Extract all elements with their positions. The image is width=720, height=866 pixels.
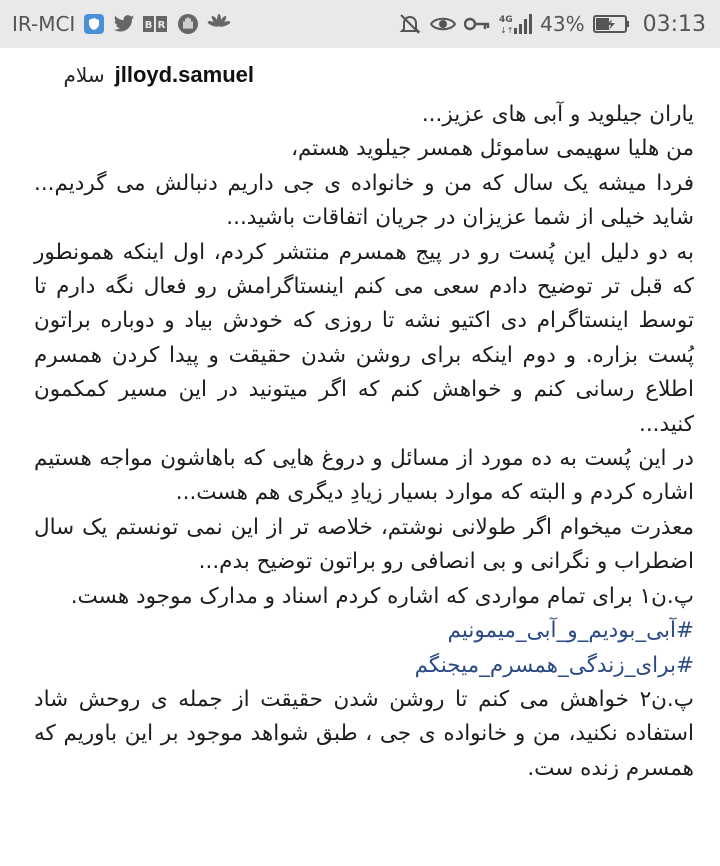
post-caption bbox=[0, 58, 720, 786]
status-bar bbox=[0, 0, 720, 48]
network-type: 4G bbox=[499, 15, 513, 25]
svg-text:↓↑: ↓↑ bbox=[500, 26, 514, 35]
clock: 03:13 bbox=[642, 11, 706, 37]
battery-charging-icon bbox=[593, 14, 631, 34]
signal-4g-icon bbox=[498, 12, 532, 36]
svg-text:R: R bbox=[157, 20, 166, 31]
key-icon bbox=[464, 16, 490, 32]
bbc-app-icon bbox=[143, 14, 169, 34]
caption-paragraph: فردا میشه یک سال که من و خانواده ی جی داریم دنبالش می گردیم... شاید خیلی از شما عزیزان در جریان اتفاقات باشید... bbox=[34, 170, 694, 231]
battery-percent: 43% bbox=[540, 12, 585, 36]
huawei-icon bbox=[207, 14, 231, 34]
status-bar-left bbox=[12, 12, 231, 36]
caption-header bbox=[0, 58, 720, 92]
caption-paragraph: در این پُست به ده مورد از مسائل و دروغ هایی که باهاشون مواجه هستیم اشاره کردم و البته که موارد بسیار زیادِ دیگری هم هست... bbox=[34, 446, 694, 506]
post-username[interactable]: jlloyd.samuel bbox=[114, 62, 254, 87]
status-bar-right bbox=[398, 12, 706, 37]
caption-paragraph: یاران جیلوید و آبی های عزیز... bbox=[421, 102, 694, 127]
caption-paragraph: معذرت میخوام اگر طولانی نوشتم، خلاصه تر از این نمی تونستم یک سال اضطراب و نگرانی و بی انصافی رو براتون توضیح بدم... bbox=[34, 514, 694, 575]
hashtag-link[interactable]: #آبی_بودیم_و_آبی_میمونیم bbox=[447, 618, 694, 644]
caption-paragraph: من هلیا سهیمی ساموئل همسر جیلوید هستم، bbox=[291, 136, 694, 162]
caption-postscript: پ.ن۲ خواهش می کنم تا روشن شدن حقیقت از جمله ی روحش شاد استفاده نکنید، من و خانواده ی جی ، طبق شواهد موجود بر این باوریم که همسرم زنده ست. bbox=[34, 686, 694, 781]
hand-app-icon bbox=[177, 13, 199, 35]
caption-paragraph: به دو دلیل این پُست رو در پیج همسرم منتشر کردم، اول اینکه همونطور که قبل تر توضیح دادم سعی می کنم اینستاگرامش رو فعال نگه دارم تا توسط اینستاگرام دی اکتیو نشه تا روزی که خودش بیاد و دوباره براتون پُست بزاره. و دوم اینکه برای روشن شدن حقیقت و پیدا کردن همسرم اطلاع رسانی کنم و خواهش کنم که اگر میتونید در این مسیر کمکمون کنید... bbox=[34, 239, 694, 437]
caption-header-row bbox=[64, 58, 272, 92]
twitter-icon bbox=[113, 14, 135, 34]
svg-text:B: B bbox=[145, 20, 153, 31]
carrier-name: IR-MCI bbox=[12, 12, 76, 36]
caption-paragraph: پ.ن۱ برای تمام مواردی که اشاره کردم اسناد و مدارک موجود هست. bbox=[70, 583, 694, 609]
shield-app-icon bbox=[83, 13, 105, 35]
caption-greeting: سلام bbox=[63, 63, 105, 87]
eye-icon bbox=[430, 14, 456, 34]
caption-body bbox=[0, 98, 720, 786]
hashtag-link[interactable]: #برای_زندگی_همسرم_میجنگم bbox=[414, 652, 694, 678]
mute-icon bbox=[398, 12, 422, 36]
